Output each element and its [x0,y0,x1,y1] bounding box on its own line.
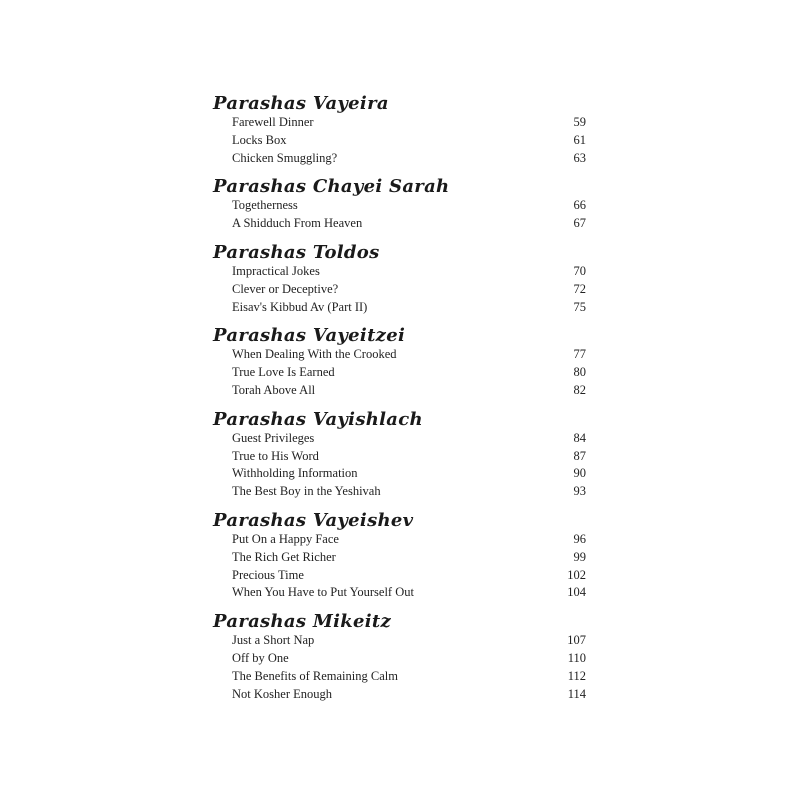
entry-page-number: 90 [573,466,586,481]
toc-entry [211,633,586,651]
toc-entry [211,282,586,300]
toc-entry [211,585,586,603]
entry-page-number: 112 [567,668,586,683]
entry-title: True to His Word [232,448,319,463]
toc-entry [211,216,586,234]
section-title: Parashas Vayeitzei [213,325,406,347]
toc-section [211,93,586,168]
entry-page-number: 70 [573,263,586,278]
entry-page-number: 102 [567,567,586,582]
entry-list [211,264,586,317]
entry-page-number: 110 [567,650,586,665]
toc-entry [211,365,586,383]
entry-title: Off by One [232,650,289,665]
entry-list [211,115,586,168]
entry-title: Impractical Jokes [232,263,320,278]
entry-title: A Shidduch From Heaven [232,216,363,231]
toc-entry [211,484,586,502]
section-title: Parashas Vayeira [213,93,389,114]
entry-title: Just a Short Nap [232,633,315,648]
entry-page-number: 63 [573,150,586,165]
entry-page-number: 99 [573,549,586,564]
toc-entry [211,568,586,586]
entry-page-number: 59 [573,115,586,129]
toc-entry [211,383,586,401]
toc-section [211,409,586,502]
entry-title: Torah Above All [232,382,316,397]
entry-page-number: 107 [567,633,586,648]
section-title: Parashas Toldos [213,241,380,263]
toc-section [211,611,586,704]
entry-title: Farewell Dinner [232,115,314,129]
toc-entry [211,532,586,550]
entry-title: The Best Boy in the Yeshivah [232,484,381,499]
entry-title: Precious Time [232,567,304,582]
entry-title: Withholding Information [232,466,358,481]
entry-title: Eisav's Kibbud Av (Part II) [232,299,368,314]
toc-section [211,325,586,400]
table-of-contents [211,93,586,712]
entry-page-number: 82 [573,382,586,397]
toc-entry [211,466,586,484]
toc-entry [211,651,586,669]
entry-page-number: 104 [567,585,586,600]
toc-entry [211,300,586,318]
section-title: Parashas Chayei Sarah [213,176,450,198]
toc-entry [211,198,586,216]
entry-page-number: 84 [573,430,586,445]
entry-list [211,633,586,704]
entry-page-number: 77 [573,347,586,362]
entry-title: The Rich Get Richer [232,549,336,564]
entry-title: Clever or Deceptive? [232,281,339,296]
toc-entry [211,115,586,133]
entry-page-number: 75 [573,299,586,314]
entry-page-number: 114 [567,686,586,701]
toc-entry [211,687,586,705]
entry-title: Guest Privileges [232,430,315,445]
toc-entry [211,133,586,151]
toc-section [211,242,586,317]
entry-title: True Love Is Earned [232,365,335,380]
entry-page-number: 61 [573,132,586,147]
toc-section [211,510,586,603]
entry-page-number: 66 [573,198,586,213]
entry-title: Not Kosher Enough [232,686,332,701]
entry-title: Locks Box [232,132,287,147]
toc-entry [211,151,586,169]
entry-title: Put On a Happy Face [232,531,339,546]
section-title: Parashas Vayeishev [213,509,414,531]
entry-title: Chicken Smuggling? [232,150,338,165]
entry-list [211,198,586,234]
entry-page-number: 72 [573,281,586,296]
entry-page-number: 93 [573,484,586,499]
entry-list [211,431,586,502]
toc-entry [211,550,586,568]
toc-entry [211,669,586,687]
toc-entry [211,347,586,365]
entry-title: The Benefits of Remaining Calm [232,668,398,683]
entry-list [211,347,586,400]
entry-page-number: 80 [573,365,586,380]
entry-page-number: 87 [573,448,586,463]
section-title: Parashas Mikeitz [213,611,392,633]
entry-list [211,532,586,603]
toc-section [211,176,586,234]
entry-title: Togetherness [232,198,298,213]
entry-title: When Dealing With the Crooked [232,347,397,362]
toc-entry [211,449,586,467]
toc-entry [211,431,586,449]
entry-page-number: 96 [573,531,586,546]
toc-entry [211,264,586,282]
entry-title: When You Have to Put Yourself Out [232,585,414,600]
entry-page-number: 67 [573,216,586,231]
section-title: Parashas Vayishlach [213,408,423,430]
